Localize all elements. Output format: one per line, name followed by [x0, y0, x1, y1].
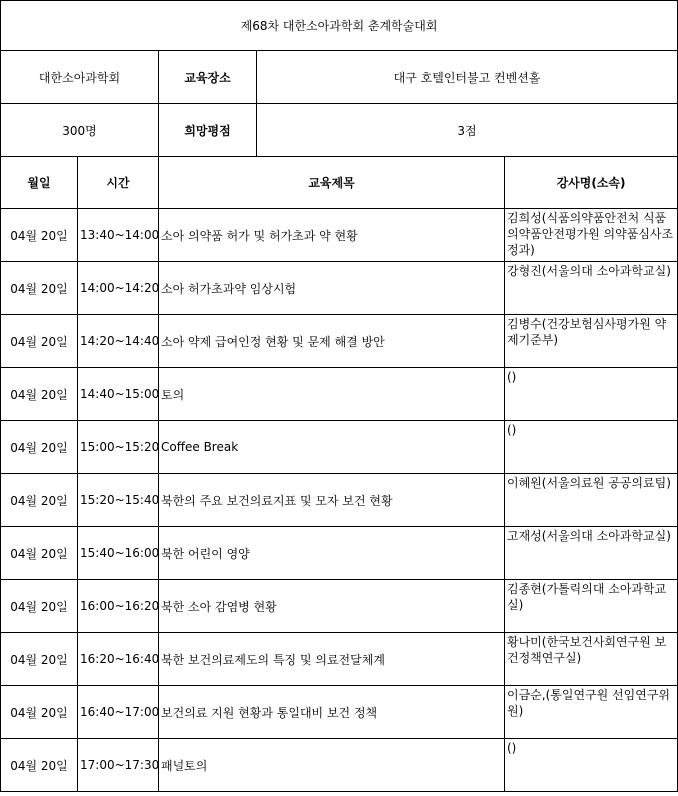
header-row: [1, 157, 678, 209]
row-time: 14:00~14:20: [78, 262, 159, 315]
organizer-row: [1, 51, 678, 104]
row-lecturer: (): [505, 739, 678, 792]
table-row: [1, 209, 678, 262]
row-subject: 북한 어린이 영양: [159, 527, 505, 580]
row-lecturer: 김병수(건강보험심사평가원 약제기준부): [505, 315, 678, 368]
row-date: 04월 20일: [1, 474, 78, 527]
venue-label: 교육장소: [159, 51, 257, 104]
row-date: 04월 20일: [1, 315, 78, 368]
credit: 3점: [257, 104, 678, 157]
row-time: 14:40~15:00: [78, 368, 159, 421]
row-lecturer: 황나미(한국보건사회연구원 보건정책연구실): [505, 633, 678, 686]
row-lecturer: 김종현(가톨릭의대 소아과학교실): [505, 580, 678, 633]
row-subject: 소아 약제 급여인정 현황 및 문제 해결 방안: [159, 315, 505, 368]
row-date: 04월 20일: [1, 633, 78, 686]
table-row: [1, 686, 678, 739]
row-date: 04월 20일: [1, 368, 78, 421]
table-row: [1, 633, 678, 686]
row-subject: 소아 의약품 허가 및 허가초과 약 현황: [159, 209, 505, 262]
row-time: 17:00~17:30: [78, 739, 159, 792]
row-subject: 북한 보건의료제도의 특징 및 의료전달체계: [159, 633, 505, 686]
row-time: 16:20~16:40: [78, 633, 159, 686]
row-time: 16:40~17:00: [78, 686, 159, 739]
table-row: [1, 580, 678, 633]
table-row: [1, 421, 678, 474]
title-row: [1, 1, 678, 51]
header-subject: 교육제목: [159, 157, 505, 209]
table-row: [1, 262, 678, 315]
row-date: 04월 20일: [1, 527, 78, 580]
row-date: 04월 20일: [1, 262, 78, 315]
row-date: 04월 20일: [1, 209, 78, 262]
row-time: 15:20~15:40: [78, 474, 159, 527]
row-time: 13:40~14:00: [78, 209, 159, 262]
credit-label: 희망평점: [159, 104, 257, 157]
row-lecturer: 고재성(서울의대 소아과학교실): [505, 527, 678, 580]
row-date: 04월 20일: [1, 686, 78, 739]
table-row: [1, 315, 678, 368]
capacity-row: [1, 104, 678, 157]
table-row: [1, 368, 678, 421]
row-lecturer: 강형진(서울의대 소아과학교실): [505, 262, 678, 315]
table-row: [1, 739, 678, 792]
row-lecturer: 이혜원(서울의료원 공공의료팀): [505, 474, 678, 527]
header-date: 월일: [1, 157, 78, 209]
row-subject: 보건의료 지원 현황과 통일대비 보건 정책: [159, 686, 505, 739]
row-subject: 토의: [159, 368, 505, 421]
organizer: 대한소아과학회: [1, 51, 159, 104]
table-row: [1, 474, 678, 527]
capacity: 300명: [1, 104, 159, 157]
row-subject: 북한 소아 감염병 현황: [159, 580, 505, 633]
row-lecturer: (): [505, 421, 678, 474]
row-subject: Coffee Break: [159, 421, 505, 474]
row-subject: 패널토의: [159, 739, 505, 792]
row-time: 16:00~16:20: [78, 580, 159, 633]
header-lecturer: 강사명(소속): [505, 157, 678, 209]
row-time: 14:20~14:40: [78, 315, 159, 368]
venue: 대구 호텔인터불고 컨벤션홀: [257, 51, 678, 104]
row-lecturer: 김희성(식품의약품안전처 식품의약품안전평가원 의약품심사조정과): [505, 209, 678, 262]
row-time: 15:40~16:00: [78, 527, 159, 580]
row-date: 04월 20일: [1, 739, 78, 792]
event-title: 제68차 대한소아과학회 춘계학술대회: [1, 1, 678, 51]
row-subject: 소아 허가초과약 임상시험: [159, 262, 505, 315]
row-date: 04월 20일: [1, 580, 78, 633]
row-time: 15:00~15:20: [78, 421, 159, 474]
row-lecturer: (): [505, 368, 678, 421]
table-row: [1, 527, 678, 580]
row-lecturer: 이금순,(통일연구원 선임연구위원): [505, 686, 678, 739]
row-subject: 북한의 주요 보건의료지표 및 모자 보건 현황: [159, 474, 505, 527]
header-time: 시간: [78, 157, 159, 209]
row-date: 04월 20일: [1, 421, 78, 474]
